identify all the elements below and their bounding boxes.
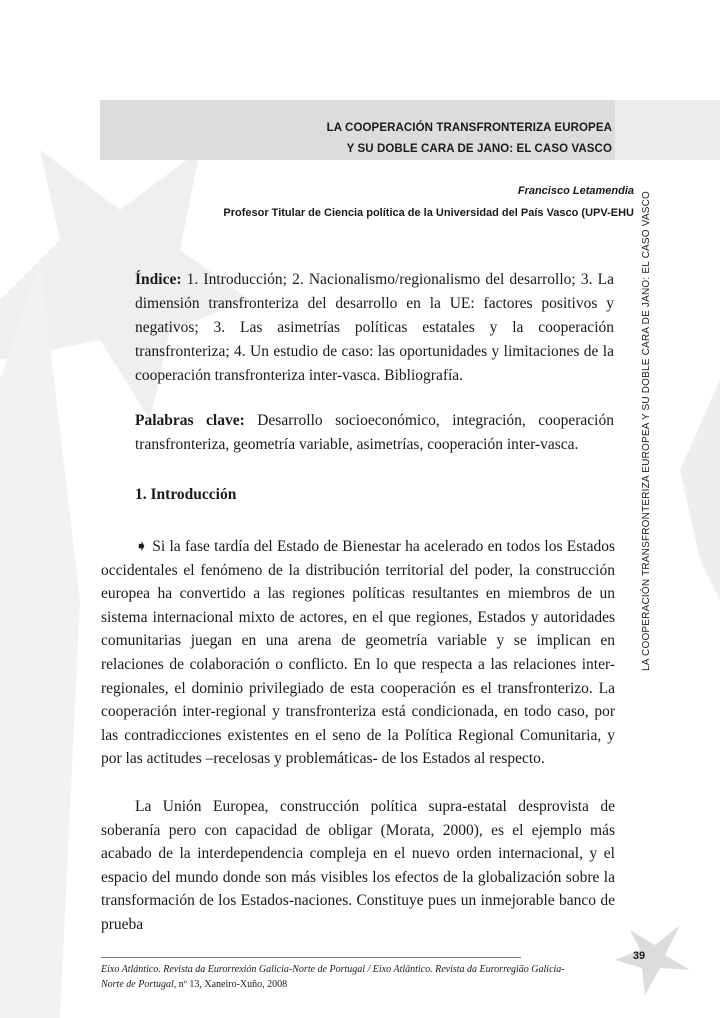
side-band xyxy=(615,100,720,160)
index-label: Índice: xyxy=(135,271,182,288)
index-paragraph xyxy=(135,268,614,388)
keywords-text: Desarrollo socioeconómico, integración, cooperación transfronteriza, geometría variable, asimetrías, cooperación inter-vasca. xyxy=(135,412,614,453)
journal-citation xyxy=(101,962,571,992)
index-text: 1. Introducción; 2. Nacionalismo/regionalismo del desarrollo; 3. La dimensión transfronteriza del desarrollo en la UE: factores positivos y negativos; 3. Las asimetrías políticas estatales y la cooperación transfronteriza; 4. Un estudio de caso: las oportunidades y limitaciones de la cooperación transfronteriza inter-vasca. Bibliografía. xyxy=(135,271,614,384)
article-title-line2: Y SU DOBLE CARA DE JANO: EL CASO VASCO xyxy=(346,143,612,155)
body-paragraph-1-text: Si la fase tardía del Estado de Bienestar ha acelerado en todos los Estados occidentales el fenómeno de la distribución territorial del poder, la construcción europea ha convertido a las regiones políticas resultantes en miembros de un sistema internacional mixto de actores, en el que regiones, Estados y autoridades comunitarias juegan en una arena de geometría variable y se implican en relaciones de colaboración o conflicto. En lo que respecta a las relaciones inter-regionales, el dominio privilegiado de esta cooperación es el transfronterizo. La cooperación inter-regional y transfronteriza está condicionada, en todo caso, por las contradicciones existentes en el seno de la Política Regional Comunitaria, y por las actitudes –recelosas y problemáticas- de los Estados al respecto. xyxy=(101,538,616,768)
journal-issue: nº 13, Xaneiro-Xuño, 2008 xyxy=(178,979,288,990)
page-number: 39 xyxy=(632,950,646,962)
keywords-paragraph xyxy=(135,409,614,457)
article-title xyxy=(327,118,612,160)
paragraph-marker-icon: ➧ xyxy=(135,538,148,555)
body-text xyxy=(101,535,615,937)
section-heading: 1. Introducción xyxy=(135,486,237,503)
body-paragraph-1 xyxy=(101,535,615,771)
footnote-divider xyxy=(101,957,521,958)
abstract-block xyxy=(135,268,614,507)
author-block xyxy=(223,180,634,224)
keywords-label: Palabras clave: xyxy=(135,412,245,429)
author-affiliation: Profesor Titular de Ciencia política de la Universidad del País Vasco (UPV-EHU xyxy=(223,207,634,219)
author-name: Francisco Letamendia xyxy=(517,185,634,197)
vertical-running-title: LA COOPERACIÓN TRANSFRONTERIZA EUROPEA Y SU DOBLE CARA DE JANO: EL CASO VASCO xyxy=(641,191,652,671)
journal-name: Eixo Atlántico. Revista da Eurorrexión Galicia-Norte de Portugal / Eixo Atlântico. Revista da Eurorregião Galicia-Norte de Portugal, xyxy=(101,964,565,990)
article-title-line1: LA COOPERACIÓN TRANSFRONTERIZA EUROPEA xyxy=(326,122,612,134)
sweep-shape-left xyxy=(0,260,80,1018)
star-shape-right xyxy=(680,380,720,600)
body-paragraph-2: La Unión Europea, construcción política supra-estatal desprovista de soberanía pero con capacidad de obligar (Morata, 2000), es el ejemplo más acabado de la interdependencia compleja en el nuevo orden internacional, y el espacio del mundo donde son más visibles los efectos de la globalización sobre la transformación de los Estados-naciones. Constituye pues un inmejorable banco de prueba xyxy=(101,797,615,933)
